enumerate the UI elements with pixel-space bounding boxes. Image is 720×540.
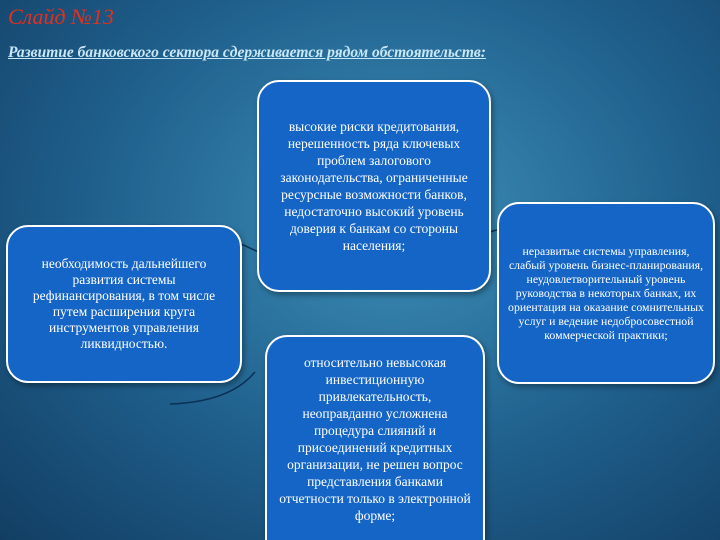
slide-title: Слайд №13: [8, 4, 114, 29]
credit-risks-box: [257, 80, 491, 292]
slide-heading: Развитие банковского сектора сдерживается рядом обстоятельств:: [8, 44, 486, 61]
management-text: неразвитые системы управления, слабый уровень бизнес-планирования, неудовлетворительный уровень руководства в некоторых банках, их ориентация на оказание сомнительных услуг и ведение недобросовестной коммерческой практики;: [508, 244, 704, 342]
refinancing-box: [6, 225, 242, 383]
refinancing-text: необходимость дальнейшего развития системы рефинансирования, в том числе путем расширения круга инструментов управления ликвидностью.: [32, 256, 216, 351]
investment-box: [265, 335, 485, 540]
investment-text: относительно невысокая инвестиционную привлекательность, неоправданно усложнена процедура слияний и присоединений кредитных организации, не решен вопрос представления банками отчетности только в электронной форме;: [279, 354, 471, 523]
credit-risks-text: высокие риски кредитования, нерешенность ряда ключевых проблем залогового законодательства, ограниченные ресурсные возможности банков, недостаточно высокий уровень доверия к банкам со стороны населения;: [280, 119, 468, 253]
management-box: [497, 202, 715, 384]
